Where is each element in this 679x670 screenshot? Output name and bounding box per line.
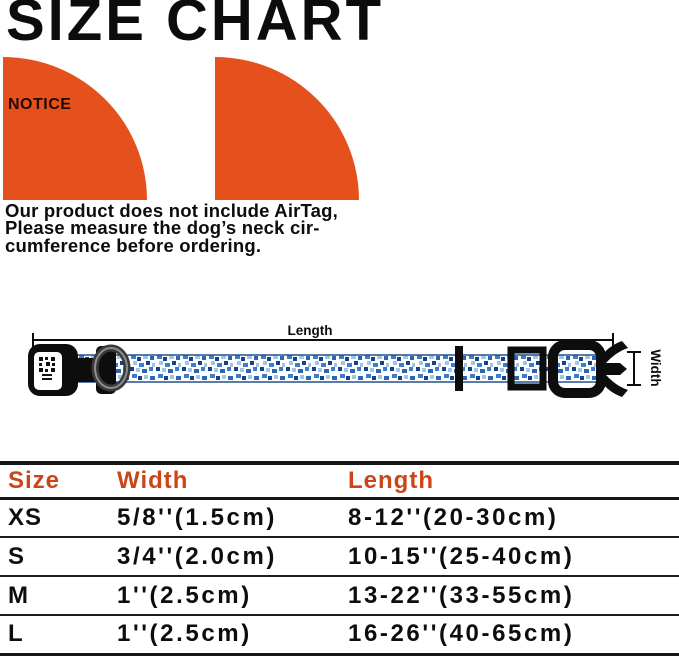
- table-row: [0, 537, 679, 576]
- table-row: [0, 615, 679, 654]
- cell-length: 16-26''(40-65cm): [348, 620, 575, 648]
- collar-measurement-diagram: [0, 300, 679, 415]
- table-row: [0, 498, 679, 537]
- header-size: Size: [8, 466, 61, 494]
- header-width: Width: [117, 466, 189, 494]
- cell-size: M: [8, 581, 29, 609]
- cell-size: XS: [8, 503, 43, 531]
- notice-quarter-shape-left: [3, 57, 147, 200]
- cell-width: 5/8''(1.5cm): [117, 503, 278, 531]
- cell-size: S: [8, 542, 26, 570]
- header-length: Length: [348, 466, 434, 494]
- cell-width: 1''(2.5cm): [117, 581, 252, 609]
- table-header-row: [0, 463, 679, 498]
- notice-line-2: Please measure the dog’s neck cir-: [5, 217, 320, 239]
- length-label: Length: [287, 323, 333, 338]
- notice-paragraph: [5, 202, 425, 254]
- cell-length: 13-22''(33-55cm): [348, 581, 575, 609]
- cell-size: L: [8, 620, 24, 648]
- slider-bar: [455, 346, 463, 391]
- notice-quarter-shape-right: [215, 57, 359, 200]
- cell-length: 10-15''(25-40cm): [348, 542, 575, 570]
- size-table: [0, 461, 679, 656]
- width-label: Width: [648, 349, 663, 387]
- cell-length: 8-12''(20-30cm): [348, 503, 559, 531]
- cell-width: 1''(2.5cm): [117, 620, 252, 648]
- cell-width: 3/4''(2.0cm): [117, 542, 278, 570]
- width-arrow: [627, 352, 641, 385]
- table-row: [0, 576, 679, 615]
- notice-label: NOTICE: [8, 96, 72, 113]
- page-title: SIZE CHART: [6, 0, 384, 53]
- notice-line-3: cumference before ordering.: [5, 234, 262, 256]
- notice-line-1: Our product does not include AirTag,: [5, 200, 339, 221]
- collar-strap: [72, 355, 598, 382]
